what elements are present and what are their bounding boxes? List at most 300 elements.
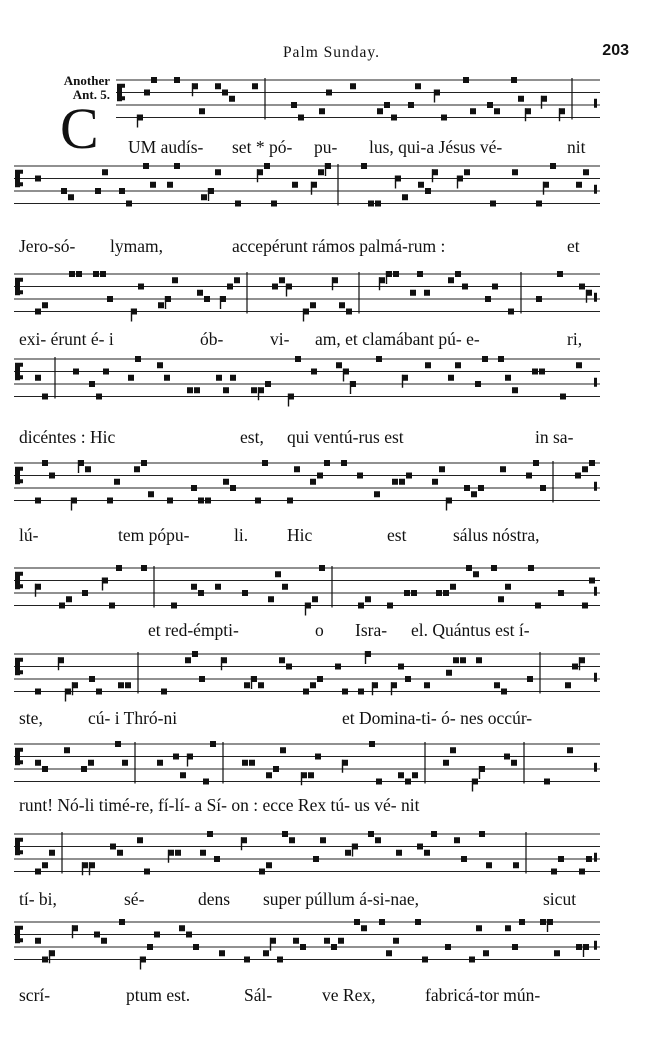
- neume-note: [76, 271, 82, 277]
- neume-note: [533, 460, 539, 466]
- neume-note: [73, 369, 79, 375]
- staff: [0, 830, 663, 890]
- neume-note: [187, 387, 193, 393]
- neume-note: [143, 163, 149, 169]
- neume-note: [66, 596, 72, 602]
- neume-note: [326, 90, 332, 96]
- neume-note: [324, 938, 330, 944]
- neume-note: [572, 664, 578, 670]
- neume-note: [186, 932, 192, 938]
- neume-note: [313, 856, 319, 862]
- neume-note: [204, 296, 210, 302]
- neume-note: [126, 201, 132, 207]
- neume-note: [110, 844, 116, 850]
- neume-note: [424, 850, 430, 856]
- neume-note: [214, 856, 220, 862]
- neume-note: [461, 856, 467, 862]
- neume-note: [490, 201, 496, 207]
- neume-note: [203, 779, 209, 785]
- neume-note: [483, 950, 489, 956]
- neume-note: [242, 760, 248, 766]
- neume-note: [504, 754, 510, 760]
- neume-note: [535, 603, 541, 609]
- neume-note: [464, 485, 470, 491]
- neume-note: [320, 837, 326, 843]
- neume-note: [560, 394, 566, 400]
- neume-note: [369, 741, 375, 747]
- neume-note: [180, 772, 186, 778]
- neume-note: [94, 932, 100, 938]
- neume-note: [135, 356, 141, 362]
- neume-note: [357, 473, 363, 479]
- neume-note: [199, 108, 205, 114]
- neume-note: [346, 309, 352, 315]
- neume-note: [158, 302, 164, 308]
- neume-note: [147, 944, 153, 950]
- neume-note: [318, 169, 324, 175]
- neume-note: [375, 201, 381, 207]
- staff: [0, 740, 663, 800]
- lyric-syllable: UM audís-: [128, 137, 204, 157]
- neume-note: [35, 938, 41, 944]
- lyric-syllable: super púllum á-si-nae,: [263, 889, 419, 909]
- staff: [0, 918, 663, 978]
- lyric-syllable: dicéntes : Hic: [19, 427, 116, 447]
- neume-note: [418, 182, 424, 188]
- page-number: 203: [602, 42, 629, 59]
- neume-note: [579, 869, 585, 875]
- neume-note: [358, 603, 364, 609]
- neume-note: [82, 590, 88, 596]
- neume-note: [89, 381, 95, 387]
- lyric-syllable: pu-: [314, 137, 338, 157]
- lyric-syllable: set * pó-: [232, 137, 293, 157]
- neume-note: [268, 596, 274, 602]
- neume-note: [379, 919, 385, 925]
- neume-note: [312, 596, 318, 602]
- neume-note: [576, 182, 582, 188]
- neume-note: [223, 479, 229, 485]
- neume-note: [408, 102, 414, 108]
- neume-note: [345, 850, 351, 856]
- neume-note: [576, 944, 582, 950]
- neume-note: [303, 689, 309, 695]
- neume-note: [498, 356, 504, 362]
- lyric-syllable: ve Rex,: [322, 985, 376, 1005]
- neume-note: [300, 944, 306, 950]
- neume-note: [589, 578, 595, 584]
- neume-note: [476, 657, 482, 663]
- neume-note: [551, 869, 557, 875]
- neume-note: [339, 302, 345, 308]
- neume-note: [81, 766, 87, 772]
- neume-note: [396, 850, 402, 856]
- neume-note: [249, 760, 255, 766]
- lyric-syllable: ri,: [567, 329, 583, 349]
- neume-note: [35, 309, 41, 315]
- lyric-syllable: scrí-: [19, 985, 51, 1005]
- neume-note: [494, 682, 500, 688]
- neume-note: [96, 394, 102, 400]
- custos-icon: [594, 853, 597, 862]
- neume-note: [511, 77, 517, 83]
- neume-note: [167, 498, 173, 504]
- neume-note: [470, 108, 476, 114]
- neume-note: [450, 584, 456, 590]
- neume-note: [358, 689, 364, 695]
- neume-note: [89, 676, 95, 682]
- neume-note: [425, 188, 431, 194]
- custos-icon: [594, 763, 597, 772]
- running-title: Palm Sunday.: [282, 44, 381, 61]
- neume-note: [282, 831, 288, 837]
- lyric-syllable: in sa-: [535, 427, 574, 447]
- neume-note: [258, 682, 264, 688]
- neume-note: [471, 491, 477, 497]
- neume-note: [404, 590, 410, 596]
- neume-note: [251, 387, 257, 393]
- neume-note: [134, 466, 140, 472]
- staff: [0, 73, 663, 136]
- neume-note: [280, 747, 286, 753]
- neume-note: [443, 590, 449, 596]
- neume-note: [216, 375, 222, 381]
- neume-note: [265, 381, 271, 387]
- neume-note: [445, 944, 451, 950]
- lyric-syllable: Isra-: [355, 620, 388, 640]
- neume-note: [448, 375, 454, 381]
- neume-note: [173, 754, 179, 760]
- neume-note: [402, 194, 408, 200]
- neume-note: [473, 571, 479, 577]
- neume-note: [544, 779, 550, 785]
- staff: [0, 162, 663, 222]
- neume-note: [295, 356, 301, 362]
- staff: [0, 270, 663, 330]
- neume-note: [365, 596, 371, 602]
- neume-note: [513, 862, 519, 868]
- neume-note: [554, 950, 560, 956]
- neume-note: [415, 919, 421, 925]
- neume-note: [335, 664, 341, 670]
- neume-note: [172, 277, 178, 283]
- neume-note: [432, 479, 438, 485]
- neume-note: [475, 381, 481, 387]
- neume-note: [492, 284, 498, 290]
- neume-note: [174, 77, 180, 83]
- neume-note: [119, 188, 125, 194]
- neume-note: [425, 362, 431, 368]
- neume-note: [117, 850, 123, 856]
- neume-note: [361, 163, 367, 169]
- lyric-syllable: Jero-só-: [19, 236, 76, 256]
- neume-note: [234, 277, 240, 283]
- neume-note: [331, 944, 337, 950]
- lyric-syllable: lus, qui-a Jésus vé-: [369, 137, 503, 157]
- neume-note: [398, 664, 404, 670]
- lyric-syllable: sálus nóstra,: [453, 525, 540, 545]
- neume-note: [424, 682, 430, 688]
- lyric-syllable: runt! Nó-li timé-re, fí-lí- a Sí- on : ecce Rex tú- us vé- nit: [19, 795, 420, 815]
- lyric-syllable: am, et clamábant pú- e-: [315, 329, 480, 349]
- neume-note: [519, 919, 525, 925]
- neume-note: [107, 498, 113, 504]
- neume-note: [42, 460, 48, 466]
- neume-note: [308, 772, 314, 778]
- lyric-syllable: sicut: [543, 889, 577, 909]
- neume-note: [450, 747, 456, 753]
- chant-label-line-1: Another: [63, 73, 110, 88]
- neume-note: [460, 657, 466, 663]
- neume-note: [422, 957, 428, 963]
- neume-note: [485, 296, 491, 302]
- custos-icon: [594, 293, 597, 302]
- neume-note: [469, 957, 475, 963]
- neume-note: [264, 163, 270, 169]
- neume-note: [219, 950, 225, 956]
- neume-note: [49, 473, 55, 479]
- neume-note: [391, 115, 397, 121]
- custos-icon: [594, 941, 597, 950]
- neume-note: [498, 596, 504, 602]
- neume-note: [518, 96, 524, 102]
- neume-note: [119, 919, 125, 925]
- neume-note: [179, 925, 185, 931]
- neume-note: [406, 473, 412, 479]
- neume-note: [141, 565, 147, 571]
- lyric-syllable: ób-: [200, 329, 224, 349]
- neume-note: [35, 176, 41, 182]
- staff: [0, 650, 663, 710]
- lyric-syllable: lú-: [19, 525, 39, 545]
- neume-note: [157, 362, 163, 368]
- neume-note: [69, 271, 75, 277]
- neume-note: [528, 565, 534, 571]
- neume-note: [229, 96, 235, 102]
- neume-note: [558, 590, 564, 596]
- neume-note: [446, 670, 452, 676]
- neume-note: [376, 356, 382, 362]
- neume-note: [377, 108, 383, 114]
- neume-note: [501, 689, 507, 695]
- neume-note: [579, 284, 585, 290]
- neume-note: [137, 837, 143, 843]
- neume-note: [205, 498, 211, 504]
- neume-note: [454, 837, 460, 843]
- neume-note: [114, 479, 120, 485]
- neume-note: [494, 108, 500, 114]
- neume-note: [540, 919, 546, 925]
- neume-note: [486, 862, 492, 868]
- neume-note: [557, 271, 563, 277]
- neume-note: [436, 590, 442, 596]
- lyric-syllable: cú- i Thró-ni: [88, 708, 178, 728]
- lyric-syllable: fabricá-tor mún-: [425, 985, 541, 1005]
- neume-note: [144, 90, 150, 96]
- custos-icon: [594, 185, 597, 194]
- neume-note: [255, 498, 261, 504]
- neume-note: [319, 108, 325, 114]
- staff: [0, 355, 663, 415]
- neume-note: [101, 938, 107, 944]
- neume-note: [273, 766, 279, 772]
- neume-note: [512, 169, 518, 175]
- custos-icon: [594, 673, 597, 682]
- neume-note: [151, 77, 157, 83]
- neume-note: [292, 182, 298, 188]
- neume-note: [368, 201, 374, 207]
- lyric-syllable: o: [315, 620, 324, 640]
- custos-icon: [594, 99, 597, 108]
- neume-note: [341, 460, 347, 466]
- neume-note: [310, 479, 316, 485]
- neume-note: [198, 590, 204, 596]
- neume-note: [107, 296, 113, 302]
- neume-note: [102, 169, 108, 175]
- lyric-syllable: qui ventú-rus est: [287, 427, 404, 447]
- neume-note: [42, 862, 48, 868]
- lyric-syllable: tí- bi,: [19, 889, 57, 909]
- neume-note: [482, 356, 488, 362]
- neume-note: [392, 479, 398, 485]
- neume-note: [171, 603, 177, 609]
- neume-note: [109, 603, 115, 609]
- neume-note: [387, 603, 393, 609]
- neume-note: [154, 932, 160, 938]
- neume-note: [479, 831, 485, 837]
- chant-label-line-2: Ant. 5.: [72, 87, 110, 102]
- neume-note: [118, 682, 124, 688]
- neume-note: [35, 760, 41, 766]
- neume-note: [417, 844, 423, 850]
- neume-note: [150, 182, 156, 188]
- neume-note: [298, 115, 304, 121]
- neume-note: [286, 664, 292, 670]
- neume-note: [192, 651, 198, 657]
- neume-note: [505, 925, 511, 931]
- neume-note: [532, 369, 538, 375]
- neume-note: [262, 460, 268, 466]
- neume-note: [201, 194, 207, 200]
- neume-note: [505, 584, 511, 590]
- neume-note: [194, 387, 200, 393]
- lyric-syllable: ptum est.: [126, 985, 191, 1005]
- neume-note: [275, 571, 281, 577]
- neume-note: [95, 188, 101, 194]
- lyric-syllable: sé-: [124, 889, 145, 909]
- neume-note: [463, 77, 469, 83]
- neume-note: [311, 369, 317, 375]
- neume-note: [526, 473, 532, 479]
- neume-note: [199, 676, 205, 682]
- lyric-syllable: ste,: [19, 708, 43, 728]
- neume-note: [350, 83, 356, 89]
- neume-note: [310, 302, 316, 308]
- neume-note: [448, 277, 454, 283]
- neume-note: [64, 747, 70, 753]
- neume-note: [411, 590, 417, 596]
- neume-note: [215, 584, 221, 590]
- neume-note: [93, 271, 99, 277]
- neume-note: [61, 188, 67, 194]
- neume-note: [122, 760, 128, 766]
- neume-note: [512, 387, 518, 393]
- neume-note: [279, 657, 285, 663]
- neume-note: [293, 938, 299, 944]
- neume-note: [141, 460, 147, 466]
- neume-note: [375, 837, 381, 843]
- neume-note: [200, 850, 206, 856]
- lyric-syllable: exi- érunt é- i: [19, 329, 114, 349]
- neume-note: [287, 498, 293, 504]
- neume-note: [567, 747, 573, 753]
- lyric-syllable: accepérunt rámos palmá-rum :: [232, 236, 446, 256]
- neume-note: [282, 584, 288, 590]
- neume-note: [583, 169, 589, 175]
- neume-note: [230, 485, 236, 491]
- neume-note: [167, 182, 173, 188]
- neume-note: [431, 831, 437, 837]
- neume-note: [185, 657, 191, 663]
- neume-note: [148, 491, 154, 497]
- neume-note: [576, 362, 582, 368]
- neume-note: [487, 102, 493, 108]
- lyric-syllable: Hic: [287, 525, 313, 545]
- neume-note: [417, 271, 423, 277]
- neume-note: [230, 375, 236, 381]
- lyric-syllable: lymam,: [110, 236, 163, 256]
- neume-note: [157, 760, 163, 766]
- lyric-syllable: Sál-: [244, 985, 273, 1005]
- lyric-syllable: dens: [198, 889, 231, 909]
- neume-note: [223, 387, 229, 393]
- neume-note: [164, 375, 170, 381]
- neume-note: [455, 362, 461, 368]
- neume-note: [68, 194, 74, 200]
- neume-note: [85, 466, 91, 472]
- neume-note: [424, 290, 430, 296]
- lyric-syllable: li.: [234, 525, 249, 545]
- neume-note: [384, 102, 390, 108]
- neume-note: [386, 950, 392, 956]
- neume-note: [291, 102, 297, 108]
- neume-note: [462, 284, 468, 290]
- custos-icon: [594, 482, 597, 491]
- lyric-syllable: est: [387, 525, 407, 545]
- neume-note: [336, 362, 342, 368]
- neume-note: [266, 772, 272, 778]
- neume-note: [279, 277, 285, 283]
- neume-note: [191, 485, 197, 491]
- lyric-syllable: est,: [240, 427, 264, 447]
- neume-note: [315, 754, 321, 760]
- lyric-syllable: et Domina-ti- ó- nes occúr-: [342, 708, 533, 728]
- neume-note: [128, 375, 134, 381]
- neume-note: [35, 375, 41, 381]
- lyric-syllable: tem pópu-: [118, 525, 190, 545]
- neume-note: [368, 831, 374, 837]
- neume-note: [324, 460, 330, 466]
- neume-note: [415, 83, 421, 89]
- neume-note: [361, 925, 367, 931]
- neume-note: [376, 779, 382, 785]
- neume-note: [491, 565, 497, 571]
- neume-note: [193, 944, 199, 950]
- neume-note: [317, 676, 323, 682]
- neume-note: [536, 201, 542, 207]
- neume-note: [215, 83, 221, 89]
- neume-note: [59, 603, 65, 609]
